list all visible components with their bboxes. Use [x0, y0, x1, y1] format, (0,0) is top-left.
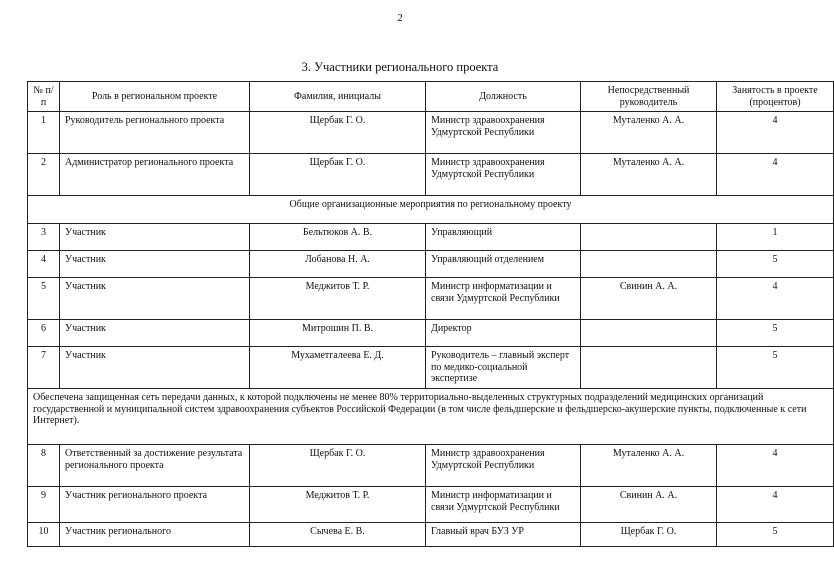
manager-cell: Муталенко А. А.	[581, 154, 717, 196]
column-header: Роль в региональном проекте	[60, 82, 250, 112]
position-cell: Управляющий отделением	[426, 251, 581, 278]
load-cell: 5	[717, 251, 834, 278]
name-cell: Щербак Г. О.	[250, 112, 426, 154]
name-cell: Меджитов Т. Р.	[250, 487, 426, 523]
row-number: 10	[28, 523, 60, 547]
name-cell: Мухаметгалеева Е. Д.	[250, 347, 426, 389]
role-cell: Участник	[60, 320, 250, 347]
load-cell: 5	[717, 347, 834, 389]
column-header: Занятость в проекте (процентов)	[717, 82, 834, 112]
name-cell: Митрошин П. В.	[250, 320, 426, 347]
table-row	[28, 347, 834, 389]
row-number: 9	[28, 487, 60, 523]
manager-cell	[581, 347, 717, 389]
position-cell: Министр информатизации и связи Удмуртской Республики	[426, 487, 581, 523]
table-row	[28, 112, 834, 154]
manager-cell	[581, 320, 717, 347]
position-cell: Директор	[426, 320, 581, 347]
section-row	[28, 196, 834, 224]
name-cell: Бельтюков А. В.	[250, 224, 426, 251]
manager-cell: Свинин А. А.	[581, 487, 717, 523]
table-row	[28, 278, 834, 320]
position-cell: Министр здравоохранения Удмуртской Республики	[426, 445, 581, 487]
column-header: Должность	[426, 82, 581, 112]
position-cell: Руководитель – главный эксперт по медико-социальной экспертизе	[426, 347, 581, 389]
section-heading-general: Общие организационные мероприятия по региональному проекту	[28, 196, 834, 224]
role-cell: Администратор регионального проекта	[60, 154, 250, 196]
table-row	[28, 320, 834, 347]
page-number: 2	[397, 12, 403, 24]
table-row	[28, 445, 834, 487]
name-cell: Щербак Г. О.	[250, 445, 426, 487]
column-header: Фамилия, инициалы	[250, 82, 426, 112]
role-cell: Ответственный за достижение результата регионального проекта	[60, 445, 250, 487]
load-cell: 4	[717, 154, 834, 196]
load-cell: 1	[717, 224, 834, 251]
position-cell: Министр здравоохранения Удмуртской Республики	[426, 112, 581, 154]
column-header: Непосредственный руководитель	[581, 82, 717, 112]
load-cell: 5	[717, 320, 834, 347]
load-cell: 5	[717, 523, 834, 547]
row-number: 6	[28, 320, 60, 347]
load-cell: 4	[717, 445, 834, 487]
position-cell: Главный врач БУЗ УР	[426, 523, 581, 547]
load-cell: 4	[717, 487, 834, 523]
table-header-row	[28, 82, 834, 112]
row-number: 7	[28, 347, 60, 389]
row-number: 5	[28, 278, 60, 320]
section-heading-network: Обеспечена защищенная сеть передачи данных, к которой подключены не менее 80% территориально-выделенных структурных подразделений медицинских организаций государственной и муниципальной систем здравоохранения субъектов Российской Федерации (в том числе фельдшерские и фельдшерско-акушерские пункты, подключенные к сети Интернет).	[28, 389, 834, 445]
load-cell: 4	[717, 112, 834, 154]
load-cell: 4	[717, 278, 834, 320]
section-title: 3. Участники регионального проекта	[301, 60, 499, 74]
table-row	[28, 251, 834, 278]
name-cell: Сычева Е. В.	[250, 523, 426, 547]
manager-cell: Муталенко А. А.	[581, 445, 717, 487]
row-number: 2	[28, 154, 60, 196]
table-row	[28, 523, 834, 547]
position-cell: Управляющий	[426, 224, 581, 251]
section-row	[28, 389, 834, 445]
row-number: 8	[28, 445, 60, 487]
manager-cell: Свинин А. А.	[581, 278, 717, 320]
position-cell: Министр информатизации и связи Удмуртской Республики	[426, 278, 581, 320]
role-cell: Участник регионального	[60, 523, 250, 547]
manager-cell	[581, 224, 717, 251]
row-number: 3	[28, 224, 60, 251]
manager-cell: Щербак Г. О.	[581, 523, 717, 547]
manager-cell: Муталенко А. А.	[581, 112, 717, 154]
manager-cell	[581, 251, 717, 278]
role-cell: Участник регионального проекта	[60, 487, 250, 523]
name-cell: Щербак Г. О.	[250, 154, 426, 196]
role-cell: Участник	[60, 251, 250, 278]
table-row	[28, 154, 834, 196]
row-number: 4	[28, 251, 60, 278]
name-cell: Меджитов Т. Р.	[250, 278, 426, 320]
column-header: № п/п	[28, 82, 60, 112]
table-row	[28, 487, 834, 523]
table-row	[28, 224, 834, 251]
role-cell: Участник	[60, 347, 250, 389]
role-cell: Руководитель регионального проекта	[60, 112, 250, 154]
role-cell: Участник	[60, 224, 250, 251]
name-cell: Лобанова Н. А.	[250, 251, 426, 278]
position-cell: Министр здравоохранения Удмуртской Республики	[426, 154, 581, 196]
participants-table	[27, 81, 834, 547]
row-number: 1	[28, 112, 60, 154]
role-cell: Участник	[60, 278, 250, 320]
